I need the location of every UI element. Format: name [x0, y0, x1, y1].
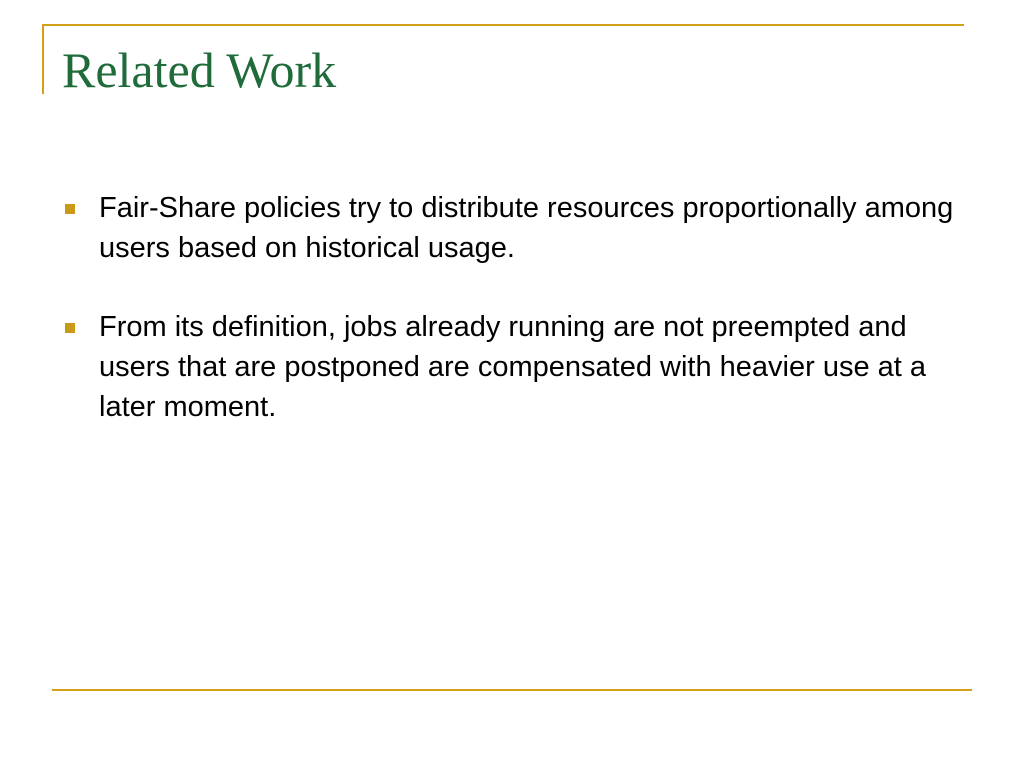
square-bullet-icon: [65, 204, 75, 214]
left-accent-line: [42, 24, 44, 94]
bullet-list: [62, 188, 962, 466]
bottom-accent-line: [52, 689, 972, 691]
bullet-text: From its definition, jobs already running are not preempted and users that are postponed are compensated with heavier use at a later moment.: [99, 311, 927, 423]
bullet-text: Fair-Share policies try to distribute resources proportionally among users based on historical usage.: [99, 192, 954, 264]
square-bullet-icon: [65, 323, 75, 333]
bullet-item-fair-share: [62, 188, 962, 268]
top-accent-line: [42, 24, 964, 26]
bullet-item-definition: [62, 307, 962, 427]
slide-title: Related Work: [62, 42, 337, 98]
